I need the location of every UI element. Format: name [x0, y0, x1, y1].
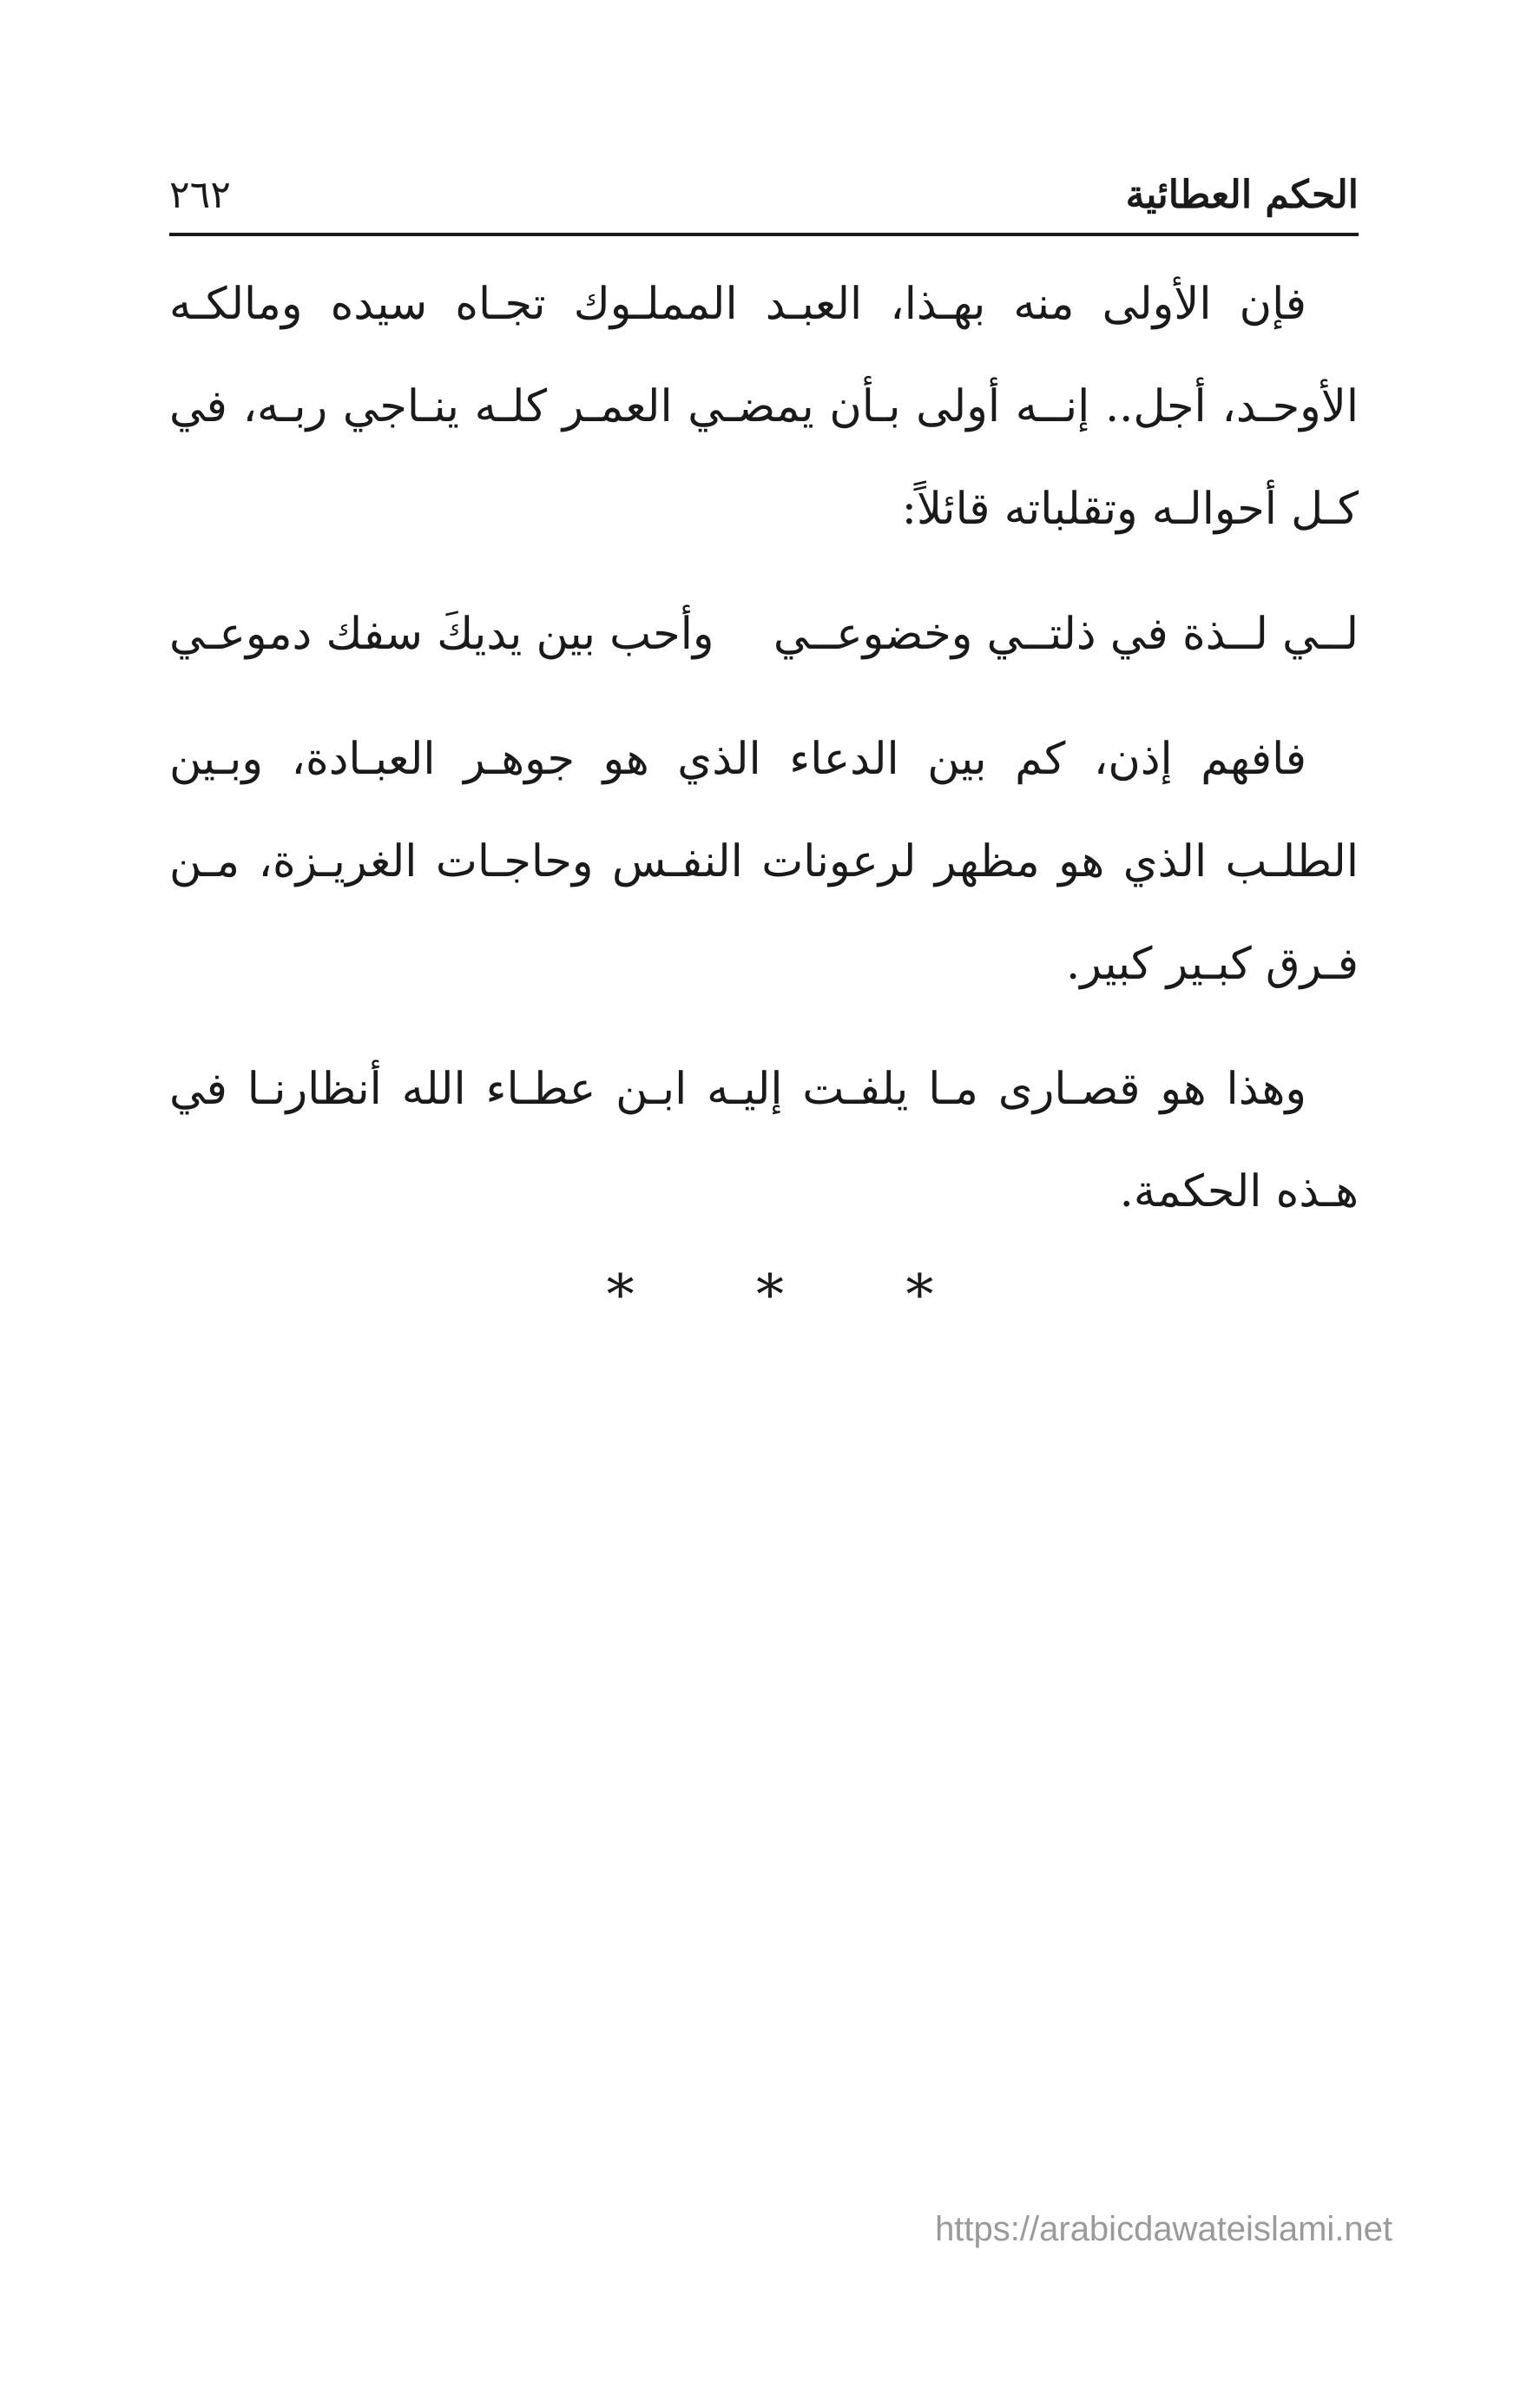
header-rule — [169, 233, 1359, 236]
page-header — [169, 165, 1359, 236]
page-body — [169, 254, 1359, 1266]
verse-first-hemistich: لــي لــذة في ذلتــي وخضوعــي — [773, 609, 1359, 660]
separator-star-icon: * — [606, 1263, 635, 1328]
separator-star-icon: * — [756, 1263, 784, 1328]
paragraph-3: وهذا هو قصـارى مـا يلفـت إليـه ابـن عطـاء الله أنظارنـا في هـذه الحكمة. — [169, 1064, 1359, 1217]
separator-star-icon: * — [905, 1263, 934, 1328]
verse-line — [169, 584, 1359, 686]
paragraph-2: فافهم إذن، كم بين الدعاء الذي هو جوهـر العبـادة، وبـين الطلـب الذي هو مظهر لرعونات النفـس وحاجـات الغريـزة، مـن فـرق كبـير كبير. — [169, 734, 1359, 990]
running-title: الحكم العطائية — [1125, 173, 1359, 217]
page-number: ٢٦٢ — [169, 173, 231, 217]
watermark-url: https://arabicdawateislami.net — [935, 2210, 1392, 2248]
section-separator — [0, 1263, 1540, 1328]
verse-second-hemistich: وأحب بين يديكَ سفك دموعـي — [169, 609, 714, 660]
paragraph-1: فإن الأولى منه بهـذا، العبـد المملـوك تجـاه سيده ومالكـه الأوحـد، أجل.. إنــه أولى بـأن يمضـي العمـر كلـه ينـاجي ربـه، في كـل أحوالـه وتقلباته قائلاً: — [169, 279, 1359, 535]
